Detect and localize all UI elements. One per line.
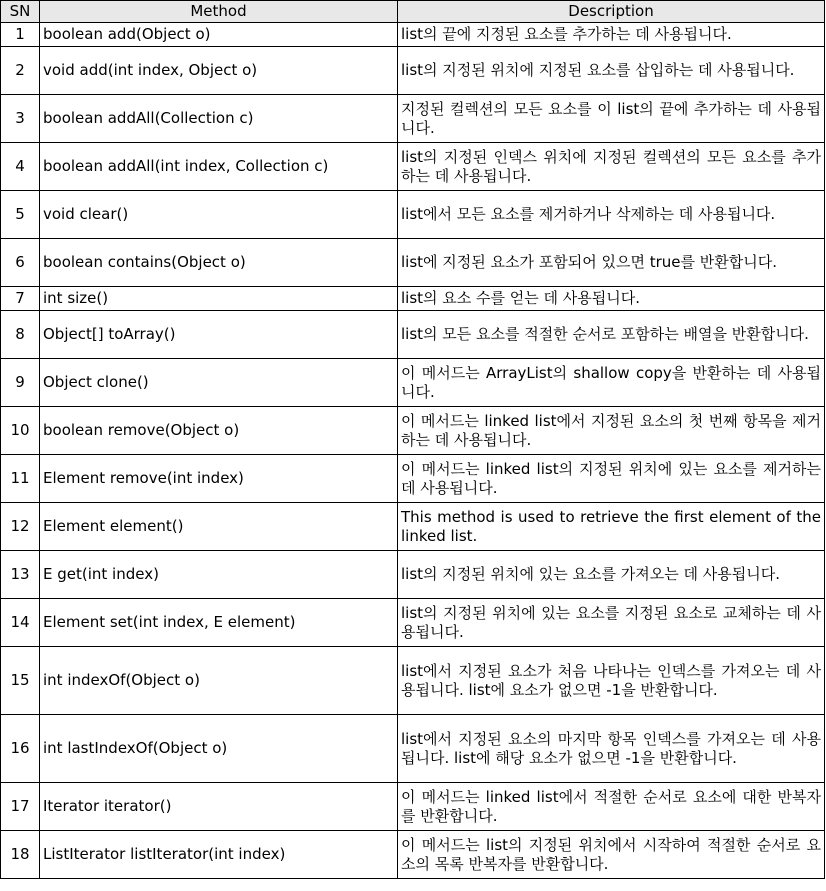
method-cell: Object[] toArray() [40,311,398,359]
sn-cell: 17 [1,783,40,831]
table-row [1,599,825,647]
table-row [1,831,825,879]
method-cell: E get(int index) [40,551,398,599]
description-cell: list에서 지정된 요소의 마지막 항목 인덱스를 가져오는 데 사용됩니다. list에 해당 요소가 없으면 -1을 반환합니다. [398,715,825,783]
method-cell: void add(int index, Object o) [40,47,398,95]
table-row [1,23,825,47]
sn-cell: 12 [1,503,40,551]
method-cell: void clear() [40,191,398,239]
table-body [1,23,825,879]
sn-cell: 11 [1,455,40,503]
description-cell: list에 지정된 요소가 포함되어 있으면 true를 반환합니다. [398,239,825,287]
sn-cell: 16 [1,715,40,783]
table-row [1,715,825,783]
method-cell: Element element() [40,503,398,551]
method-cell: Object clone() [40,359,398,407]
sn-cell: 3 [1,95,40,143]
description-cell: list의 지정된 위치에 있는 요소를 가져오는 데 사용됩니다. [398,551,825,599]
description-cell: list의 지정된 인덱스 위치에 지정된 컬렉션의 모든 요소를 추가하는 데 사용됩니다. [398,143,825,191]
table-row [1,551,825,599]
sn-cell: 5 [1,191,40,239]
table-row [1,95,825,143]
sn-cell: 2 [1,47,40,95]
method-cell: boolean remove(Object o) [40,407,398,455]
method-cell: boolean contains(Object o) [40,239,398,287]
method-cell: Element set(int index, E element) [40,599,398,647]
table-row [1,647,825,715]
method-cell: ListIterator listIterator(int index) [40,831,398,879]
method-cell: int lastIndexOf(Object o) [40,715,398,783]
sn-cell: 1 [1,23,40,47]
table-row [1,783,825,831]
header-method: Method [40,1,398,23]
method-cell: boolean addAll(int index, Collection c) [40,143,398,191]
description-cell: list의 요소 수를 얻는 데 사용됩니다. [398,287,825,311]
method-cell: int indexOf(Object o) [40,647,398,715]
sn-cell: 9 [1,359,40,407]
method-cell: Element remove(int index) [40,455,398,503]
sn-cell: 14 [1,599,40,647]
table-row [1,311,825,359]
table-row [1,287,825,311]
description-cell: 이 메서드는 linked list에서 지정된 요소의 첫 번째 항목을 제거하는 데 사용됩니다. [398,407,825,455]
table-row [1,359,825,407]
sn-cell: 7 [1,287,40,311]
description-cell: list에서 모든 요소를 제거하거나 삭제하는 데 사용됩니다. [398,191,825,239]
sn-cell: 8 [1,311,40,359]
sn-cell: 4 [1,143,40,191]
sn-cell: 18 [1,831,40,879]
table-row [1,239,825,287]
description-cell: list의 지정된 위치에 지정된 요소를 삽입하는 데 사용됩니다. [398,47,825,95]
description-cell: 이 메서드는 linked list의 지정된 위치에 있는 요소를 제거하는 데 사용됩니다. [398,455,825,503]
method-cell: boolean addAll(Collection c) [40,95,398,143]
table-row [1,407,825,455]
header-description: Description [398,1,825,23]
description-cell: 이 메서드는 linked list에서 적절한 순서로 요소에 대한 반복자를 반환합니다. [398,783,825,831]
description-cell: list의 지정된 위치에 있는 요소를 지정된 요소로 교체하는 데 사용됩니다. [398,599,825,647]
description-cell: 이 메서드는 list의 지정된 위치에서 시작하여 적절한 순서로 요소의 목록 반복자를 반환합니다. [398,831,825,879]
description-cell: 이 메서드는 ArrayList의 shallow copy을 반환하는 데 사용됩니다. [398,359,825,407]
header-row [1,1,825,23]
description-cell: 지정된 컬렉션의 모든 요소를 이 list의 끝에 추가하는 데 사용됩니다. [398,95,825,143]
table-row [1,191,825,239]
sn-cell: 6 [1,239,40,287]
description-cell: list의 모든 요소를 적절한 순서로 포함하는 배열을 반환합니다. [398,311,825,359]
description-cell: This method is used to retrieve the first element of the linked list. [398,503,825,551]
header-sn: SN [1,1,40,23]
table-row [1,47,825,95]
sn-cell: 13 [1,551,40,599]
sn-cell: 15 [1,647,40,715]
table-row [1,143,825,191]
table-row [1,503,825,551]
description-cell: list의 끝에 지정된 요소를 추가하는 데 사용됩니다. [398,23,825,47]
method-cell: int size() [40,287,398,311]
sn-cell: 10 [1,407,40,455]
method-cell: Iterator iterator() [40,783,398,831]
method-cell: boolean add(Object o) [40,23,398,47]
table-row [1,455,825,503]
description-cell: list에서 지정된 요소가 처음 나타나는 인덱스를 가져오는 데 사용됩니다. list에 요소가 없으면 -1을 반환합니다. [398,647,825,715]
